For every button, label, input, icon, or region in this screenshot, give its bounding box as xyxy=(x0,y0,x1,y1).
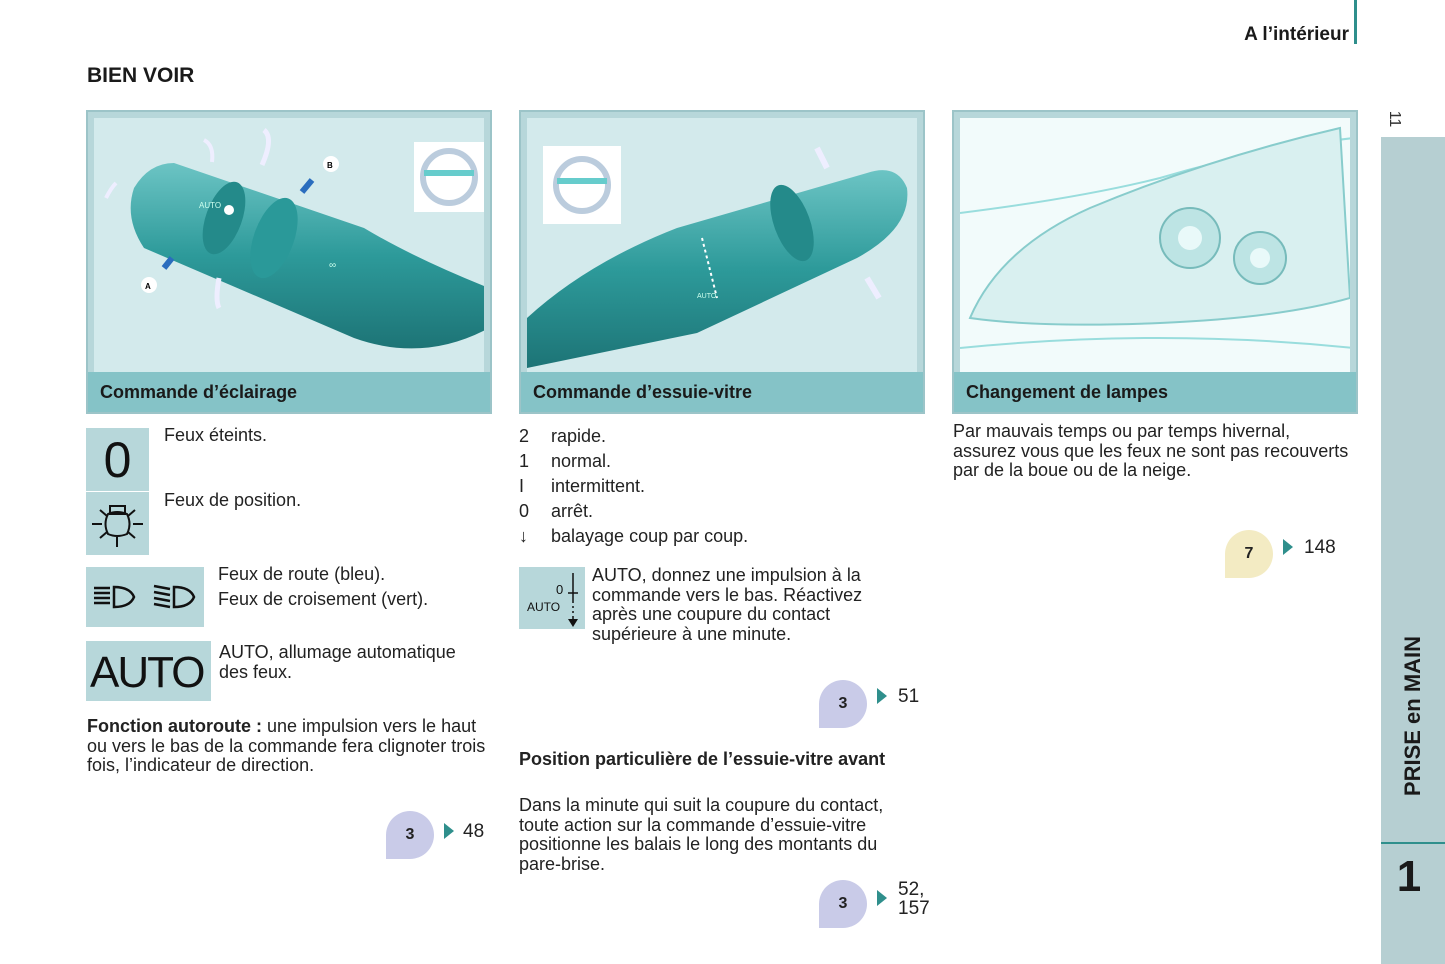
section-title: A l’intérieur xyxy=(1244,24,1349,45)
reference-bubble-wiper[interactable]: 3 xyxy=(819,680,867,728)
wiper-stalk-illustration xyxy=(527,118,917,374)
reference-arrow-icon xyxy=(877,688,887,704)
list-item: 0 arrêt. xyxy=(519,501,594,521)
sidelight-icon xyxy=(86,492,149,555)
reference-arrow-icon xyxy=(444,823,454,839)
marker-b-label: B xyxy=(327,161,333,170)
chapter-title: PRISE en MAIN xyxy=(1400,635,1425,797)
page-number: 11 xyxy=(1386,110,1403,128)
lights-off-symbol: 0 xyxy=(86,428,149,491)
reference-arrow-icon xyxy=(1283,539,1293,555)
auto-lights-label: AUTO, allumage automatique des feux. xyxy=(219,642,456,682)
auto-lights-symbol: AUTO xyxy=(86,641,211,701)
lights-off-label: Feux éteints. xyxy=(164,425,268,445)
sidelight-label: Feux de position. xyxy=(164,490,302,510)
svg-text:AUTO: AUTO xyxy=(697,293,717,300)
low-beam-label: Feux de croisement (vert). xyxy=(218,589,429,609)
reference-page-lamps[interactable]: 148 xyxy=(1304,537,1336,558)
svg-text:AUTO: AUTO xyxy=(199,201,222,210)
wiper-panel-caption: Commande d’essuie-vitre xyxy=(521,372,923,412)
low-beam-icon xyxy=(154,586,194,607)
headlamp-illustration xyxy=(960,118,1350,374)
lamps-panel-caption: Changement de lampes xyxy=(954,372,1356,412)
header-accent-bar xyxy=(1354,0,1357,44)
list-item: ↓ balayage coup par coup. xyxy=(519,526,749,546)
lighting-control-panel xyxy=(86,110,492,414)
reference-bubble-wiper-special[interactable]: 3 xyxy=(819,880,867,928)
high-beam-label: Feux de route (bleu). xyxy=(218,564,386,584)
marker-a-label: A xyxy=(145,282,151,291)
lamps-text: Par mauvais temps ou par temps hivernal, assurez vous que les feux ne sont pas recouverts par de la boue ou de la neige. xyxy=(953,421,1349,480)
list-item: 1 normal. xyxy=(519,451,612,471)
wiper-special-text: Dans la minute qui suit la coupure du contact, toute action sur la commande d’essuie-vitre positionne les balais le long des montants du pare-brise. xyxy=(519,795,884,874)
beam-icons xyxy=(86,567,204,627)
chapter-divider xyxy=(1381,842,1445,844)
svg-text:∞: ∞ xyxy=(329,260,337,271)
chapter-side-tab xyxy=(1381,137,1445,964)
list-item: 2 rapide. xyxy=(519,426,607,446)
page-title: BIEN VOIR xyxy=(87,64,195,87)
wiper-special-title: Position particulière de l’essuie-vitre avant xyxy=(519,749,886,769)
wiper-speed-list xyxy=(519,427,748,552)
down-arrow-icon: ↓ xyxy=(519,526,528,546)
wiper-auto-symbol: 0 AUTO xyxy=(519,567,585,629)
reference-page-wiper-special[interactable]: 52, 157 xyxy=(898,879,930,919)
motorway-function-text: Fonction autoroute : une impulsion vers le haut ou vers le bas de la commande fera clignoter trois fois, l’indicateur de direction. xyxy=(87,716,486,775)
lighting-stalk-illustration xyxy=(94,118,484,374)
wiper-control-panel xyxy=(519,110,925,414)
lamp-change-panel xyxy=(952,110,1358,414)
reference-page-lighting[interactable]: 48 xyxy=(463,821,485,842)
reference-page-wiper[interactable]: 51 xyxy=(898,686,920,707)
reference-arrow-icon xyxy=(877,890,887,906)
lighting-panel-caption: Commande d’éclairage xyxy=(88,372,490,412)
wiper-auto-text: AUTO, donnez une impulsion à la commande vers le bas. Réactivez après une coupure du contact supérieure à une minute. xyxy=(592,565,863,644)
reference-bubble-lighting[interactable]: 3 xyxy=(386,811,434,859)
reference-bubble-lamps[interactable]: 7 xyxy=(1225,530,1273,578)
list-item: I intermittent. xyxy=(519,476,646,496)
chapter-number: 1 xyxy=(1396,852,1422,901)
high-beam-icon xyxy=(94,587,134,607)
